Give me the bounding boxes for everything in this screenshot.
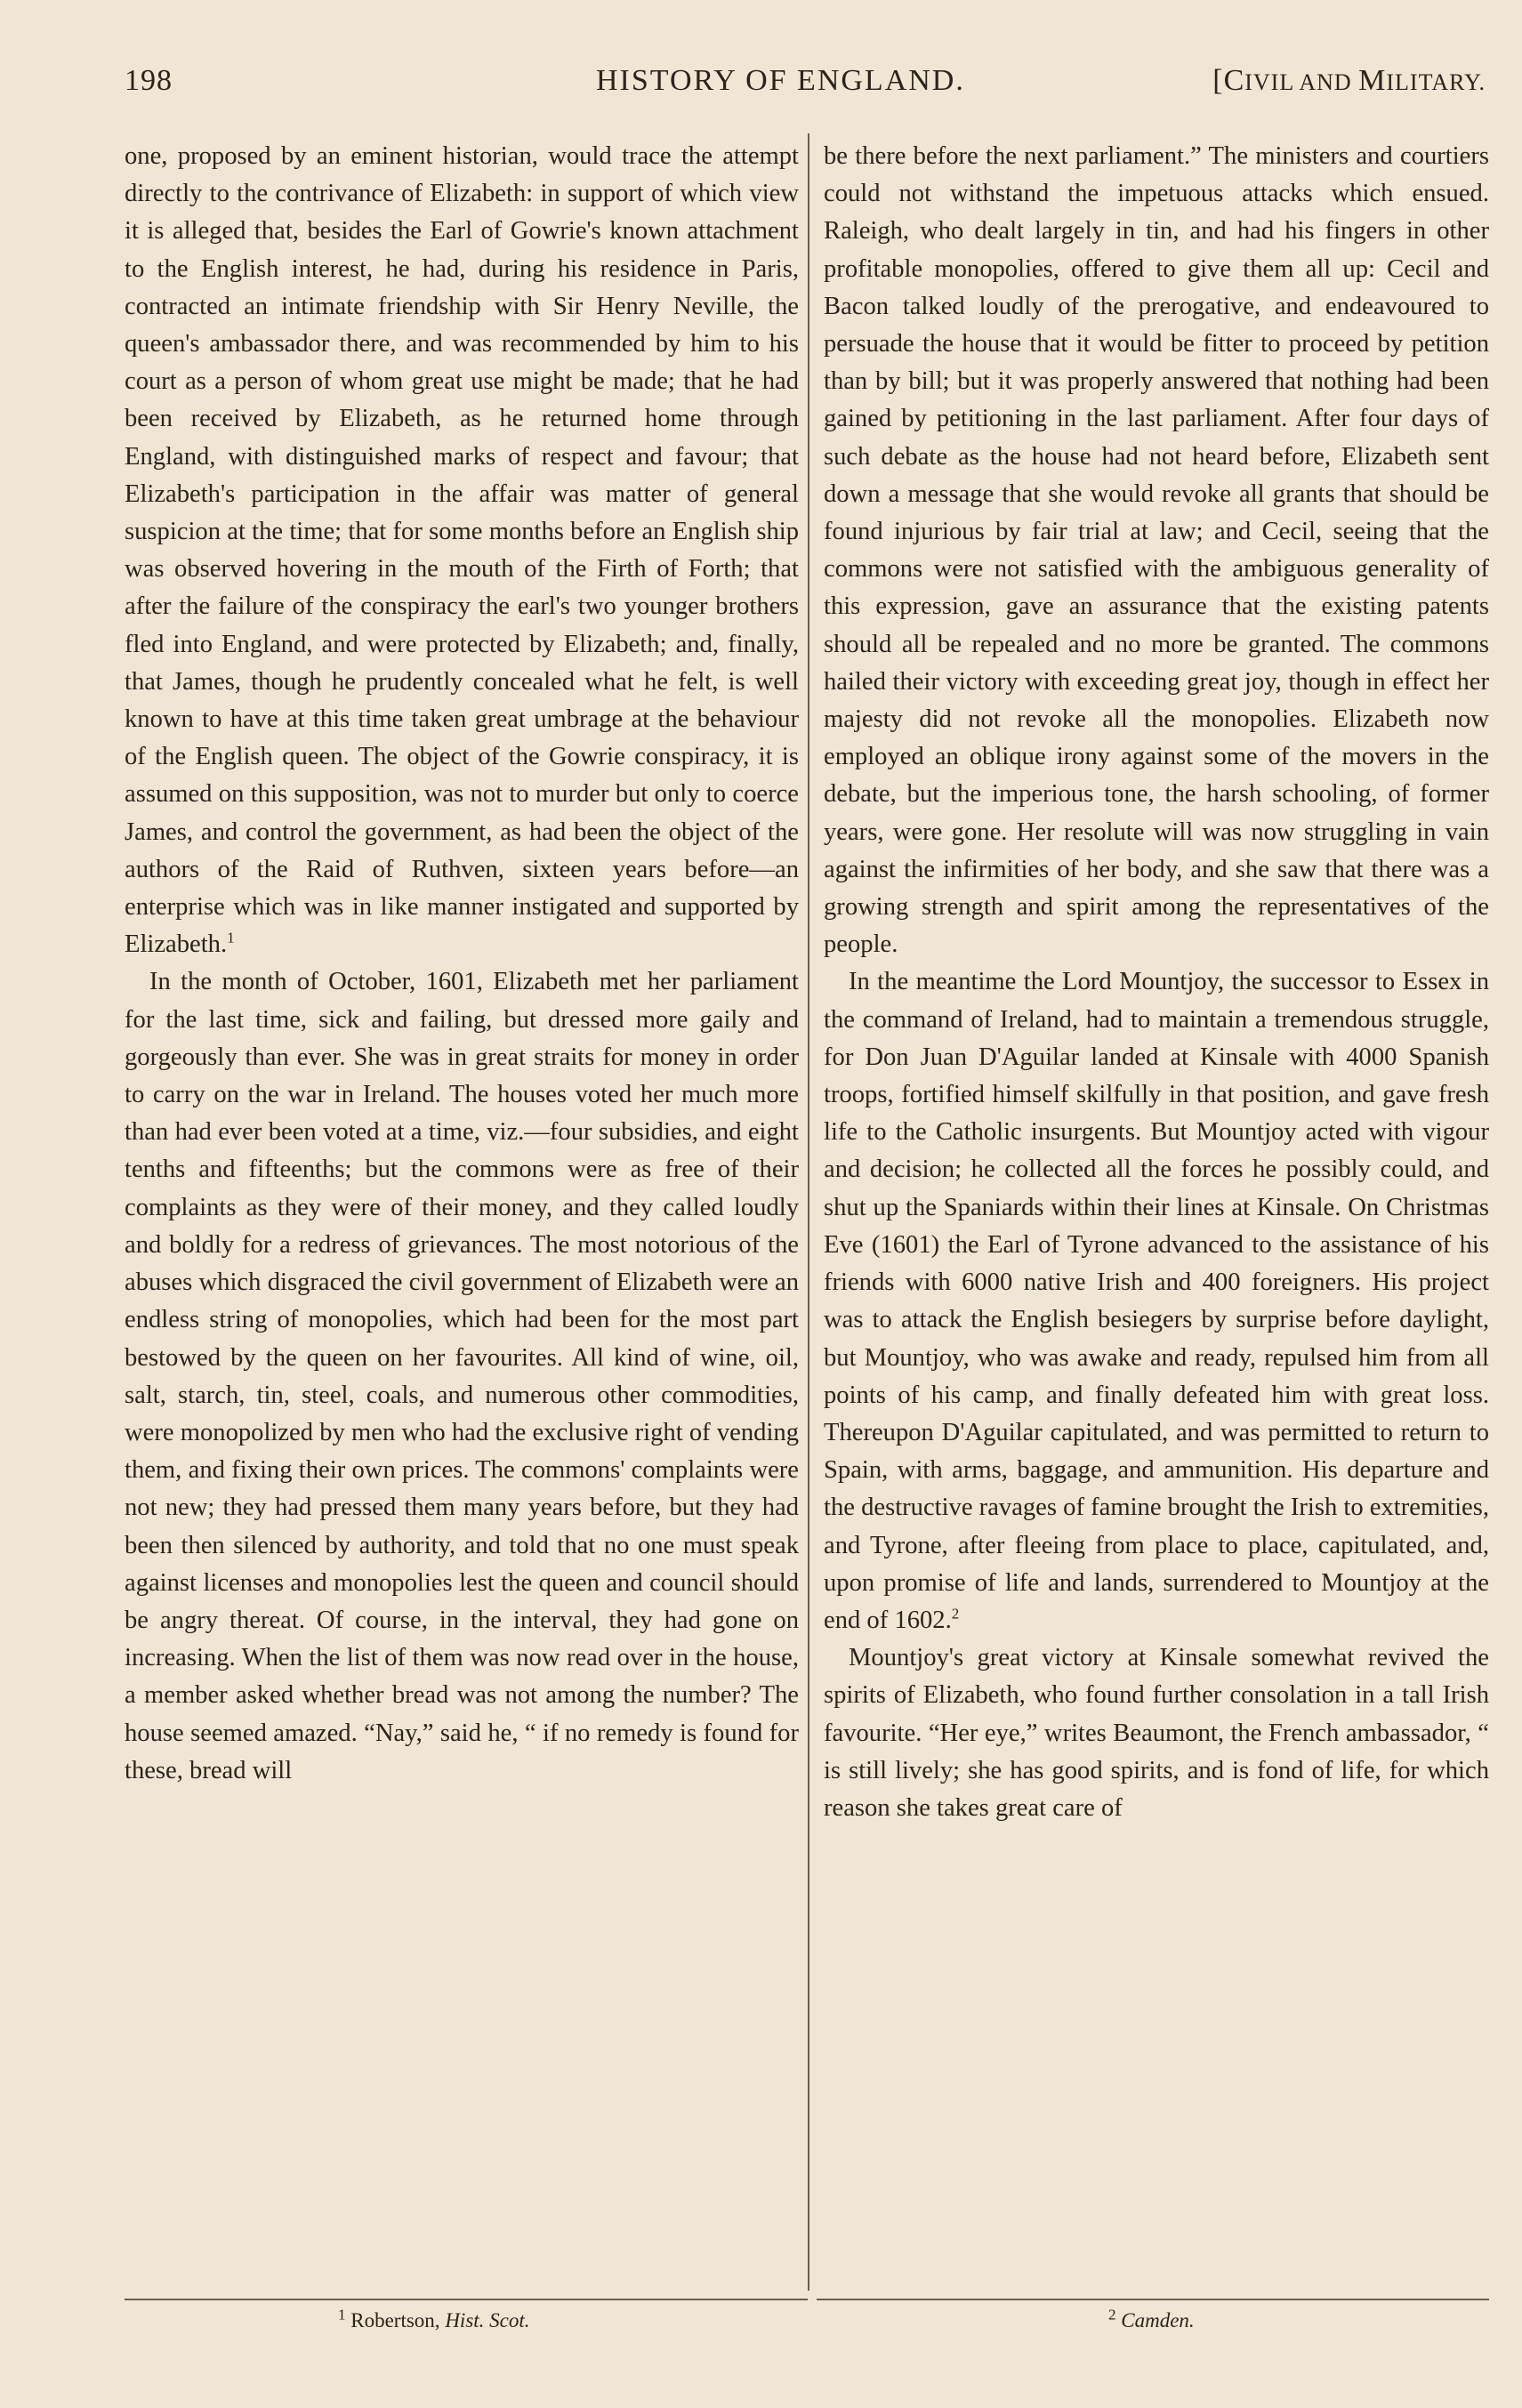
footnote-right-number: 2 [1108,2306,1116,2323]
left-paragraph-1-text: one, proposed by an eminent historian, would trace the attempt directly to the contrivance of Elizabeth: in support of which view it is alleged that, besides the Earl of Gowrie's known attachment to the English interest, he had, during his residence in Paris, contracted an intimate friendship with Sir Henry Neville, the queen's ambassador there, and was recommended by him to his court as a person of whom great use might be made; that he had been received by Elizabeth, as he returned home through England, with distinguished marks of respect and favour; that Elizabeth's participation in the affair was matter of general suspicion at the time; that for some months before an English ship was observed hovering in the mouth of the Firth of Forth; that after the failure of the conspiracy the earl's two younger brothers fled into England, and were protected by Elizabeth; and, finally, that James, though he prudently concealed what he felt, is well known to have at this time taken great umbrage at the behaviour of the English queen. The object of the Gowrie conspiracy, it is assumed on this supposition, was not to murder but only to coerce James, and control the government, as had been the object of the authors of the Raid of Ruthven, sixteen years before—an enterprise which was in like manner instigated and supported by Elizabeth. [125,142,799,959]
right-column [824,138,1489,1827]
section-label [1212,64,1486,98]
footnote-rule-right [817,2299,1489,2300]
section-part-1: IVIL AND [1244,69,1359,95]
page-number: 198 [125,64,173,97]
footnote-ref-1: 1 [227,929,235,946]
left-column [125,138,799,1790]
footnote-left-author: Robertson, [350,2309,446,2331]
right-paragraph-1: be there before the next parliament.” The ministers and courtiers could not withstand the impetuous attacks which ensued. Raleigh, who dealt largely in tin, and had his fingers in other profitable monopolies, offered to give them all up: Cecil and Bacon talked loudly of the prerogative, and endeavoured to persuade the house that it would be fitter to proceed by petition than by bill; but it was properly answered that nothing had been gained by petitioning in the last parliament. After four days of such debate as the house had not heard before, Elizabeth sent down a message that she would revoke all grants that should be found injurious by fair trial at law; and Cecil, seeing that the commons were not satisfied with the ambiguous generality of this expression, gave an assurance that the existing patents should all be repealed and no more be granted. The commons hailed their victory with exceeding great joy, though in effect her majesty did not revoke all the monopolies. Elizabeth now employed an oblique irony against some of the movers in the debate, but the imperious tone, the harsh schooling, of former years, were gone. Her resolute will was now struggling in vain against the infirmities of her body, and she saw that there was a growing strength and spirit among the representatives of the people. [824,142,1489,959]
footnote-rule-left [125,2299,808,2300]
section-prefix: [C [1212,64,1245,97]
running-header [125,64,1486,109]
footnote-left [338,2306,530,2332]
footnote-ref-2: 2 [951,1605,960,1623]
left-paragraph-1 [125,138,799,963]
right-paragraph-2-text: In the meantime the Lord Mountjoy, the successor to Essex in the command of Ireland, had to maintain a tremendous struggle, for Don Juan D'Aguilar landed at Kinsale with 4000 Spanish troops, fortified himself skilfully in that position, and gave fresh life to the Catholic insurgents. But Mountjoy acted with vigour and decision; he collected all the forces he possibly could, and shut up the Spaniards within their lines at Kinsale. On Christmas Eve (1601) the Earl of Tyrone advanced to the assistance of his friends with 6000 native Irish and 400 foreigners. His project was to attack the English besiegers by surprise before daylight, but Mountjoy, who was awake and ready, repulsed him from all points of his camp, and finally defeated him with great loss. Thereupon D'Aguilar capitulated, and was permitted to return to Spain, with arms, baggage, and ammunition. His departure and the destructive ravages of famine brought the Irish to extremities, and Tyrone, after fleeing from place to place, capitulated, and, upon promise of life and lands, surrendered to Mountjoy at the end of 1602. [824,968,1489,1634]
footnote-right-work: Camden. [1121,2309,1195,2331]
section-part-3: ILITARY. [1386,69,1486,95]
section-part-2: M [1358,64,1387,97]
right-paragraph-2 [824,963,1489,1639]
right-paragraph-3: Mountjoy's great victory at Kinsale somewhat revived the spirits of Elizabeth, who found further consolation in a tall Irish favourite. “Her eye,” writes Beaumont, the French ambassador, “ is still lively; she has good spirits, and is fond of life, for which reason she takes great care of [824,1644,1489,1822]
footnote-left-work: Hist. Scot. [445,2309,530,2331]
column-divider [808,133,809,2291]
footnote-right [1108,2306,1195,2332]
running-title: HISTORY OF ENGLAND. [596,64,965,97]
footnote-left-number: 1 [338,2306,346,2323]
left-paragraph-2: In the month of October, 1601, Elizabeth met her parliament for the last time, sick and failing, but dressed more gaily and gorgeously than ever. She was in great straits for money in order to carry on the war in Ireland. The houses voted her much more than had ever been voted at a time, viz.—four subsidies, and eight tenths and fifteenths; but the commons were as free of their complaints as they were of their money, and they called loudly and boldly for a redress of grievances. The most notorious of the abuses which disgraced the civil government of Elizabeth were an endless string of monopolies, which had been for the most part bestowed by the queen on her favourites. All kind of wine, oil, salt, starch, tin, steel, coals, and numerous other commodities, were monopolized by men who had the exclusive right of vending them, and fixing their own prices. The commons' complaints were not new; they had pressed them many years before, but they had been then silenced by authority, and told that no one must speak against licenses and monopolies lest the queen and council should be angry thereat. Of course, in the interval, they had gone on increasing. When the list of them was now read over in the house, a member asked whether bread was not among the number? The house seemed amazed. “Nay,” said he, “ if no remedy is found for these, bread will [125,968,799,1784]
